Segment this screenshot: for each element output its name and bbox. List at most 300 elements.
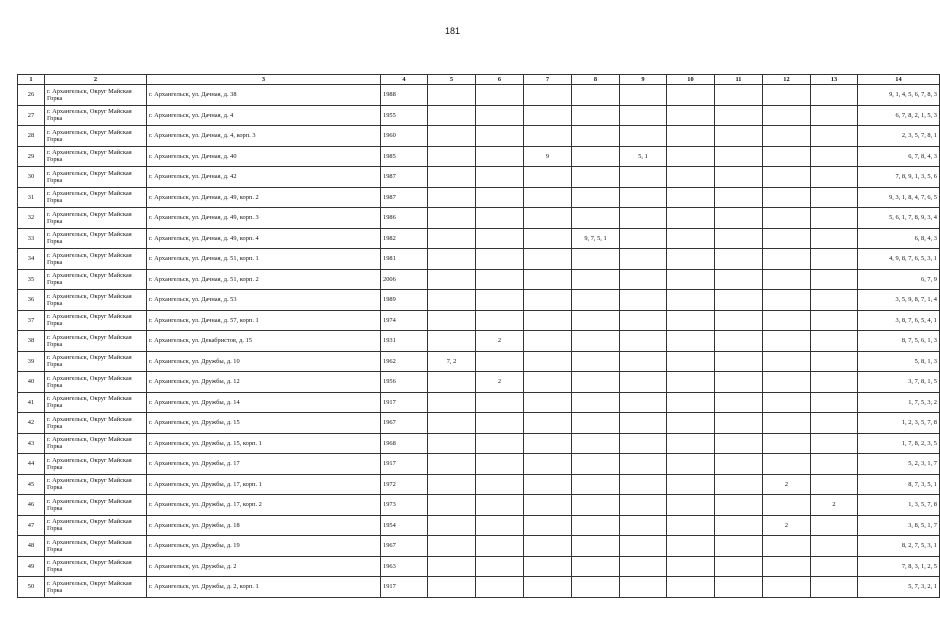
- codes-cell: 6, 7, 8, 2, 1, 5, 3: [858, 105, 940, 126]
- row-number-cell: 37: [18, 310, 45, 331]
- table-row: [18, 228, 940, 249]
- col-6-cell: 2: [476, 331, 524, 352]
- row-number-cell: 45: [18, 474, 45, 495]
- year-cell: 1963: [381, 556, 428, 577]
- col-11-cell: [715, 208, 763, 229]
- col-9-cell: [620, 290, 667, 311]
- col-12-cell: 2: [763, 515, 811, 536]
- col-9-cell: [620, 392, 667, 413]
- codes-cell: 5, 8, 1, 3: [858, 351, 940, 372]
- col-8-cell: [572, 536, 620, 557]
- col-6-cell: [476, 85, 524, 106]
- column-header: 13: [811, 75, 858, 85]
- col-9-cell: [620, 495, 667, 516]
- col-13-cell: [811, 474, 858, 495]
- year-cell: 1967: [381, 413, 428, 434]
- address-cell: г. Архангельск, ул. Дружбы, д. 2, корп. 1: [147, 577, 381, 598]
- col-11-cell: [715, 433, 763, 454]
- district-cell: г. Архангельск, Округ Майская Горка: [45, 515, 147, 536]
- col-11-cell: [715, 167, 763, 188]
- column-header: 11: [715, 75, 763, 85]
- col-10-cell: [667, 495, 715, 516]
- district-cell: г. Архангельск, Округ Майская Горка: [45, 474, 147, 495]
- address-cell: г. Архангельск, ул. Дружбы, д. 17, корп. 1: [147, 474, 381, 495]
- col-7-cell: [524, 269, 572, 290]
- year-cell: 1962: [381, 351, 428, 372]
- col-7-cell: [524, 105, 572, 126]
- col-12-cell: [763, 105, 811, 126]
- col-12-cell: [763, 536, 811, 557]
- col-10-cell: [667, 126, 715, 147]
- table-row: [18, 556, 940, 577]
- codes-cell: 6, 7, 8, 4, 3: [858, 146, 940, 167]
- col-5-cell: [428, 310, 476, 331]
- col-12-cell: [763, 351, 811, 372]
- col-8-cell: [572, 577, 620, 598]
- col-5-cell: [428, 126, 476, 147]
- col-10-cell: [667, 577, 715, 598]
- row-number-cell: 35: [18, 269, 45, 290]
- column-header: 14: [858, 75, 940, 85]
- col-10-cell: [667, 556, 715, 577]
- col-6-cell: 2: [476, 372, 524, 393]
- col-11-cell: [715, 495, 763, 516]
- col-6-cell: [476, 495, 524, 516]
- col-5-cell: [428, 392, 476, 413]
- col-6-cell: [476, 126, 524, 147]
- col-9-cell: [620, 85, 667, 106]
- district-cell: г. Архангельск, Округ Майская Горка: [45, 331, 147, 352]
- col-13-cell: [811, 310, 858, 331]
- address-cell: г. Архангельск, ул. Дружбы, д. 12: [147, 372, 381, 393]
- year-cell: 1981: [381, 249, 428, 270]
- col-7-cell: [524, 290, 572, 311]
- col-7-cell: [524, 413, 572, 434]
- row-number-cell: 49: [18, 556, 45, 577]
- address-cell: г. Архангельск, ул. Дачная, д. 40: [147, 146, 381, 167]
- column-header: 8: [572, 75, 620, 85]
- col-8-cell: [572, 269, 620, 290]
- col-5-cell: [428, 454, 476, 475]
- district-cell: г. Архангельск, Округ Майская Горка: [45, 392, 147, 413]
- col-12-cell: [763, 495, 811, 516]
- address-cell: г. Архангельск, ул. Дружбы, д. 2: [147, 556, 381, 577]
- col-12-cell: [763, 372, 811, 393]
- col-10-cell: [667, 310, 715, 331]
- address-cell: г. Архангельск, ул. Дачная, д. 53: [147, 290, 381, 311]
- col-5-cell: [428, 577, 476, 598]
- col-5-cell: [428, 146, 476, 167]
- address-cell: г. Архангельск, ул. Дружбы, д. 17: [147, 454, 381, 475]
- col-9-cell: 5, 1: [620, 146, 667, 167]
- table-row: [18, 351, 940, 372]
- row-number-cell: 31: [18, 187, 45, 208]
- address-cell: г. Архангельск, ул. Дружбы, д. 17, корп. 2: [147, 495, 381, 516]
- row-number-cell: 38: [18, 331, 45, 352]
- col-10-cell: [667, 372, 715, 393]
- col-11-cell: [715, 310, 763, 331]
- col-13-cell: [811, 433, 858, 454]
- col-9-cell: [620, 249, 667, 270]
- table-row: [18, 146, 940, 167]
- col-6-cell: [476, 146, 524, 167]
- col-12-cell: [763, 433, 811, 454]
- col-7-cell: [524, 228, 572, 249]
- col-7-cell: [524, 454, 572, 475]
- address-cell: г. Архангельск, ул. Дачная, д. 4: [147, 105, 381, 126]
- col-12-cell: [763, 187, 811, 208]
- district-cell: г. Архангельск, Округ Майская Горка: [45, 105, 147, 126]
- col-13-cell: [811, 146, 858, 167]
- year-cell: 1988: [381, 85, 428, 106]
- col-8-cell: [572, 290, 620, 311]
- col-9-cell: [620, 433, 667, 454]
- col-7-cell: 9: [524, 146, 572, 167]
- col-9-cell: [620, 577, 667, 598]
- codes-cell: 8, 7, 3, 5, 1: [858, 474, 940, 495]
- table-row: [18, 269, 940, 290]
- col-9-cell: [620, 536, 667, 557]
- district-cell: г. Архангельск, Округ Майская Горка: [45, 85, 147, 106]
- row-number-cell: 50: [18, 577, 45, 598]
- column-header: 2: [45, 75, 147, 85]
- col-13-cell: [811, 577, 858, 598]
- col-8-cell: [572, 474, 620, 495]
- row-number-cell: 47: [18, 515, 45, 536]
- col-11-cell: [715, 126, 763, 147]
- table-row: [18, 372, 940, 393]
- codes-cell: 1, 3, 5, 7, 8: [858, 495, 940, 516]
- col-13-cell: [811, 126, 858, 147]
- col-7-cell: [524, 187, 572, 208]
- col-8-cell: [572, 331, 620, 352]
- column-header: 1: [18, 75, 45, 85]
- district-cell: г. Архангельск, Округ Майская Горка: [45, 310, 147, 331]
- col-10-cell: [667, 351, 715, 372]
- table-row: [18, 249, 940, 270]
- address-cell: г. Архангельск, ул. Дачная, д. 49, корп. 3: [147, 208, 381, 229]
- col-9-cell: [620, 167, 667, 188]
- col-13-cell: [811, 515, 858, 536]
- district-cell: г. Архангельск, Округ Майская Горка: [45, 413, 147, 434]
- col-5-cell: [428, 331, 476, 352]
- col-8-cell: [572, 392, 620, 413]
- row-number-cell: 29: [18, 146, 45, 167]
- col-8-cell: [572, 556, 620, 577]
- col-9-cell: [620, 454, 667, 475]
- col-10-cell: [667, 187, 715, 208]
- address-cell: г. Архангельск, ул. Дачная, д. 51, корп. 1: [147, 249, 381, 270]
- col-7-cell: [524, 577, 572, 598]
- codes-cell: 1, 7, 8, 2, 3, 5: [858, 433, 940, 454]
- table-row: [18, 433, 940, 454]
- year-cell: 1917: [381, 392, 428, 413]
- col-12-cell: [763, 167, 811, 188]
- col-12-cell: [763, 392, 811, 413]
- col-6-cell: [476, 556, 524, 577]
- col-11-cell: [715, 249, 763, 270]
- codes-cell: 5, 7, 3, 2, 1: [858, 577, 940, 598]
- col-12-cell: 2: [763, 474, 811, 495]
- page-number: 181: [444, 26, 461, 36]
- district-cell: г. Архангельск, Округ Майская Горка: [45, 126, 147, 147]
- row-number-cell: 43: [18, 433, 45, 454]
- col-8-cell: [572, 208, 620, 229]
- col-12-cell: [763, 331, 811, 352]
- table-row: [18, 454, 940, 475]
- col-8-cell: [572, 515, 620, 536]
- codes-cell: 1, 7, 5, 3, 2: [858, 392, 940, 413]
- col-12-cell: [763, 413, 811, 434]
- year-cell: 1917: [381, 454, 428, 475]
- district-cell: г. Архангельск, Округ Майская Горка: [45, 556, 147, 577]
- col-5-cell: [428, 85, 476, 106]
- address-cell: г. Архангельск, ул. Дачная, д. 49, корп. 2: [147, 187, 381, 208]
- col-6-cell: [476, 228, 524, 249]
- col-5-cell: [428, 433, 476, 454]
- col-9-cell: [620, 187, 667, 208]
- address-cell: г. Архангельск, ул. Дружбы, д. 15, корп. 1: [147, 433, 381, 454]
- year-cell: 1931: [381, 331, 428, 352]
- codes-cell: 7, 8, 9, 1, 3, 5, 6: [858, 167, 940, 188]
- column-header: 10: [667, 75, 715, 85]
- col-11-cell: [715, 556, 763, 577]
- codes-cell: 3, 8, 7, 6, 5, 4, 1: [858, 310, 940, 331]
- col-13-cell: [811, 413, 858, 434]
- address-cell: г. Архангельск, ул. Дачная, д. 51, корп. 2: [147, 269, 381, 290]
- col-6-cell: [476, 187, 524, 208]
- col-10-cell: [667, 249, 715, 270]
- col-10-cell: [667, 290, 715, 311]
- row-number-cell: 26: [18, 85, 45, 106]
- col-6-cell: [476, 474, 524, 495]
- table-row: [18, 310, 940, 331]
- col-10-cell: [667, 474, 715, 495]
- col-6-cell: [476, 105, 524, 126]
- col-7-cell: [524, 249, 572, 270]
- col-12-cell: [763, 310, 811, 331]
- col-7-cell: [524, 351, 572, 372]
- table-row: [18, 85, 940, 106]
- codes-cell: 3, 7, 8, 1, 5: [858, 372, 940, 393]
- year-cell: 1985: [381, 146, 428, 167]
- address-cell: г. Архангельск, ул. Дружбы, д. 15: [147, 413, 381, 434]
- col-13-cell: [811, 331, 858, 352]
- col-9-cell: [620, 474, 667, 495]
- year-cell: 2006: [381, 269, 428, 290]
- col-11-cell: [715, 269, 763, 290]
- district-cell: г. Архангельск, Округ Майская Горка: [45, 536, 147, 557]
- col-10-cell: [667, 146, 715, 167]
- col-10-cell: [667, 392, 715, 413]
- col-13-cell: [811, 556, 858, 577]
- codes-cell: 4, 9, 8, 7, 6, 5, 3, 1: [858, 249, 940, 270]
- col-10-cell: [667, 208, 715, 229]
- column-header: 3: [147, 75, 381, 85]
- column-header: 12: [763, 75, 811, 85]
- codes-cell: 6, 8, 4, 3: [858, 228, 940, 249]
- codes-cell: 5, 2, 3, 1, 7: [858, 454, 940, 475]
- col-9-cell: [620, 126, 667, 147]
- col-6-cell: [476, 208, 524, 229]
- district-cell: г. Архангельск, Округ Майская Горка: [45, 146, 147, 167]
- row-number-cell: 32: [18, 208, 45, 229]
- col-10-cell: [667, 105, 715, 126]
- header-row: [18, 75, 940, 85]
- col-13-cell: [811, 228, 858, 249]
- table-row: [18, 495, 940, 516]
- col-7-cell: [524, 556, 572, 577]
- district-cell: г. Архангельск, Округ Майская Горка: [45, 208, 147, 229]
- address-cell: г. Архангельск, ул. Дружбы, д. 18: [147, 515, 381, 536]
- col-11-cell: [715, 187, 763, 208]
- table-row: [18, 126, 940, 147]
- col-8-cell: [572, 433, 620, 454]
- col-13-cell: [811, 249, 858, 270]
- col-12-cell: [763, 208, 811, 229]
- col-9-cell: [620, 269, 667, 290]
- codes-cell: 8, 7, 5, 6, 1, 3: [858, 331, 940, 352]
- year-cell: 1987: [381, 187, 428, 208]
- col-10-cell: [667, 454, 715, 475]
- codes-cell: 9, 1, 4, 5, 6, 7, 8, 3: [858, 85, 940, 106]
- col-11-cell: [715, 536, 763, 557]
- col-12-cell: [763, 126, 811, 147]
- codes-cell: 3, 5, 9, 8, 7, 1, 4: [858, 290, 940, 311]
- row-number-cell: 34: [18, 249, 45, 270]
- row-number-cell: 33: [18, 228, 45, 249]
- col-6-cell: [476, 515, 524, 536]
- col-5-cell: [428, 249, 476, 270]
- col-9-cell: [620, 105, 667, 126]
- table-row: [18, 105, 940, 126]
- table-row: [18, 290, 940, 311]
- col-11-cell: [715, 331, 763, 352]
- col-9-cell: [620, 515, 667, 536]
- col-12-cell: [763, 577, 811, 598]
- col-13-cell: [811, 454, 858, 475]
- table-row: [18, 392, 940, 413]
- col-11-cell: [715, 228, 763, 249]
- col-13-cell: [811, 536, 858, 557]
- row-number-cell: 44: [18, 454, 45, 475]
- col-11-cell: [715, 413, 763, 434]
- col-11-cell: [715, 577, 763, 598]
- table-body: [18, 85, 940, 598]
- row-number-cell: 48: [18, 536, 45, 557]
- col-13-cell: [811, 290, 858, 311]
- col-11-cell: [715, 290, 763, 311]
- col-11-cell: [715, 372, 763, 393]
- codes-cell: 2, 3, 5, 7, 8, 1: [858, 126, 940, 147]
- col-12-cell: [763, 269, 811, 290]
- col-9-cell: [620, 351, 667, 372]
- year-cell: 1954: [381, 515, 428, 536]
- col-8-cell: [572, 310, 620, 331]
- table-row: [18, 577, 940, 598]
- address-cell: г. Архангельск, ул. Дачная, д. 49, корп. 4: [147, 228, 381, 249]
- col-7-cell: [524, 495, 572, 516]
- col-8-cell: [572, 105, 620, 126]
- table-row: [18, 474, 940, 495]
- col-8-cell: 9, 7, 5, 1: [572, 228, 620, 249]
- col-8-cell: [572, 372, 620, 393]
- district-cell: г. Архангельск, Округ Майская Горка: [45, 577, 147, 598]
- col-6-cell: [476, 536, 524, 557]
- col-10-cell: [667, 536, 715, 557]
- col-5-cell: [428, 372, 476, 393]
- col-7-cell: [524, 331, 572, 352]
- column-header: 7: [524, 75, 572, 85]
- row-number-cell: 36: [18, 290, 45, 311]
- col-9-cell: [620, 331, 667, 352]
- col-6-cell: [476, 351, 524, 372]
- col-8-cell: [572, 187, 620, 208]
- col-13-cell: [811, 208, 858, 229]
- col-5-cell: [428, 515, 476, 536]
- col-5-cell: [428, 105, 476, 126]
- col-13-cell: [811, 372, 858, 393]
- address-cell: г. Архангельск, ул. Дружбы, д. 14: [147, 392, 381, 413]
- col-11-cell: [715, 351, 763, 372]
- col-6-cell: [476, 269, 524, 290]
- col-9-cell: [620, 310, 667, 331]
- col-11-cell: [715, 454, 763, 475]
- year-cell: 1986: [381, 208, 428, 229]
- col-6-cell: [476, 577, 524, 598]
- col-7-cell: [524, 515, 572, 536]
- table-row: [18, 536, 940, 557]
- row-number-cell: 46: [18, 495, 45, 516]
- column-header: 9: [620, 75, 667, 85]
- col-6-cell: [476, 413, 524, 434]
- district-cell: г. Архангельск, Округ Майская Горка: [45, 351, 147, 372]
- col-7-cell: [524, 392, 572, 413]
- col-8-cell: [572, 351, 620, 372]
- district-cell: г. Архангельск, Округ Майская Горка: [45, 433, 147, 454]
- col-5-cell: [428, 228, 476, 249]
- year-cell: 1987: [381, 167, 428, 188]
- col-9-cell: [620, 228, 667, 249]
- col-12-cell: [763, 556, 811, 577]
- codes-cell: 1, 2, 3, 5, 7, 8: [858, 413, 940, 434]
- col-10-cell: [667, 331, 715, 352]
- col-7-cell: [524, 208, 572, 229]
- district-cell: г. Архангельск, Округ Майская Горка: [45, 290, 147, 311]
- table-row: [18, 208, 940, 229]
- district-cell: г. Архангельск, Округ Майская Горка: [45, 249, 147, 270]
- address-cell: г. Архангельск, ул. Декабристов, д. 15: [147, 331, 381, 352]
- row-number-cell: 30: [18, 167, 45, 188]
- col-12-cell: [763, 85, 811, 106]
- col-11-cell: [715, 474, 763, 495]
- year-cell: 1973: [381, 495, 428, 516]
- col-11-cell: [715, 85, 763, 106]
- col-10-cell: [667, 413, 715, 434]
- col-13-cell: [811, 392, 858, 413]
- col-9-cell: [620, 413, 667, 434]
- col-13-cell: [811, 351, 858, 372]
- col-6-cell: [476, 167, 524, 188]
- column-header: 5: [428, 75, 476, 85]
- col-6-cell: [476, 392, 524, 413]
- col-11-cell: [715, 515, 763, 536]
- address-cell: г. Архангельск, ул. Дачная, д. 4, корп. 3: [147, 126, 381, 147]
- year-cell: 1955: [381, 105, 428, 126]
- col-6-cell: [476, 290, 524, 311]
- address-cell: г. Архангельск, ул. Дачная, д. 57, корп. 1: [147, 310, 381, 331]
- col-8-cell: [572, 413, 620, 434]
